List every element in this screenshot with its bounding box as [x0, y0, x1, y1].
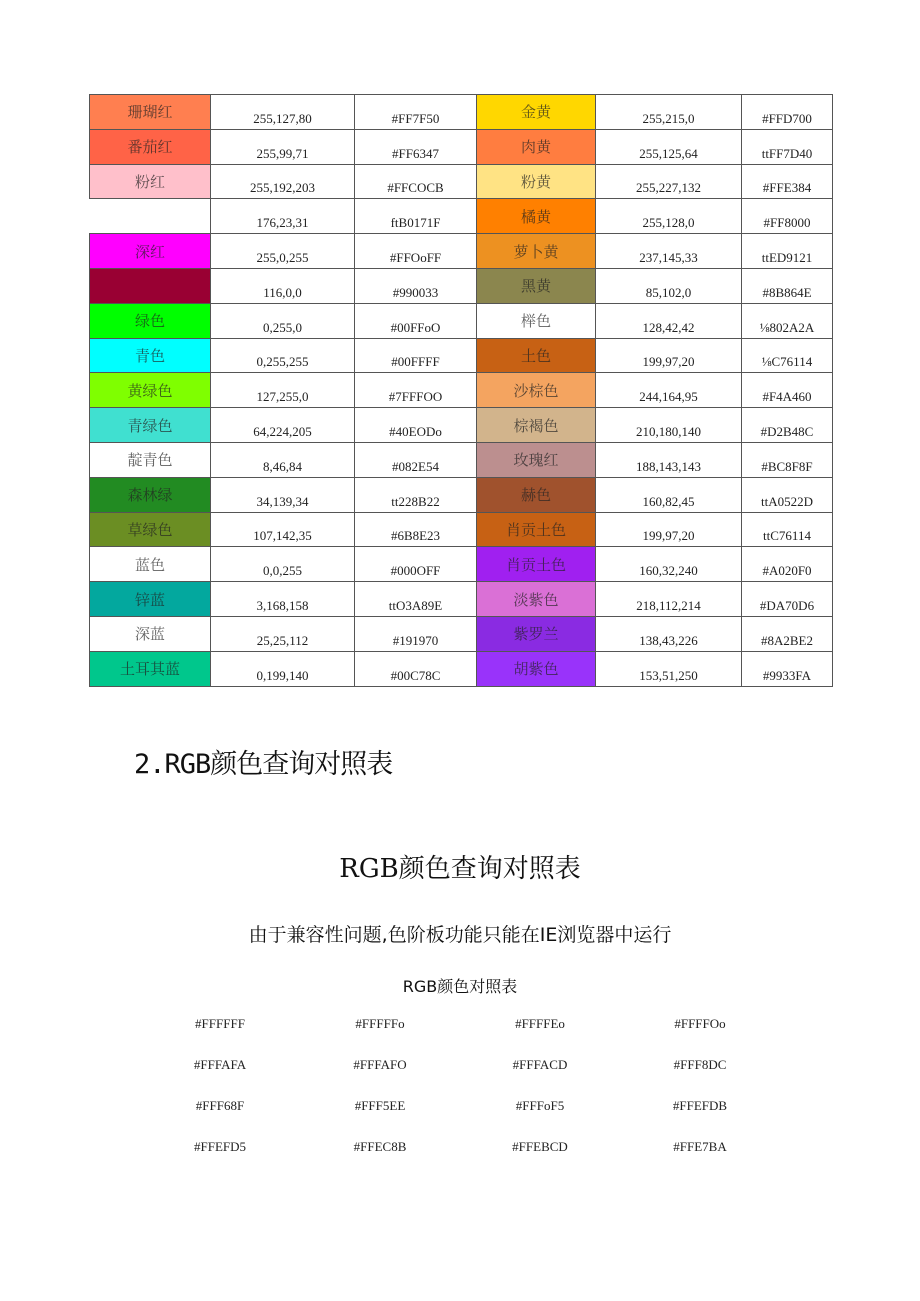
hex-code: #00C78C [390, 667, 441, 683]
hex-code: #FF7F50 [391, 110, 440, 126]
rgb-value: 3,168,158 [256, 597, 309, 613]
hex-code-cell [742, 477, 833, 512]
hex-code: #FF8000 [763, 215, 811, 231]
rgb-value-cell [211, 651, 355, 686]
color-reference-table [89, 94, 833, 687]
rgb-value-cell [596, 547, 742, 582]
rgb-value-cell [596, 616, 742, 651]
hex-code-cell [742, 442, 833, 477]
color-swatch-cell [477, 338, 596, 373]
color-table-row [90, 547, 833, 582]
rgb-value: 255,227,132 [636, 180, 701, 196]
color-table-row [90, 651, 833, 686]
hex-code: #6B8E23 [390, 528, 441, 544]
hex-code-cell [355, 268, 477, 303]
color-name: 棕褐色 [513, 416, 559, 435]
hex-code-cell [355, 338, 477, 373]
hex-code: #8A2BE2 [761, 632, 813, 648]
color-swatch-cell [90, 234, 211, 269]
hex-code: #BC8F8F [761, 458, 813, 474]
rgb-value: 218,112,214 [636, 597, 701, 613]
rgb-value-cell [211, 129, 355, 164]
rgb-value-cell [211, 477, 355, 512]
color-swatch-cell [90, 373, 211, 408]
hex-code-cell [355, 408, 477, 443]
color-name: 绿色 [134, 312, 165, 331]
hex-code-cell [355, 199, 477, 234]
color-name: 土耳其蓝 [119, 660, 180, 679]
rgb-value: 0,199,140 [256, 667, 309, 683]
rgb-grid-cell: #FFFACD [512, 1057, 568, 1072]
rgb-value-cell [211, 616, 355, 651]
color-name: 土色 [520, 346, 551, 365]
color-swatch-cell [90, 477, 211, 512]
rgb-value: 128,42,42 [642, 319, 695, 335]
color-swatch-cell [90, 268, 211, 303]
color-name: 榉色 [520, 312, 551, 331]
rgb-value-cell [596, 268, 742, 303]
hex-code-cell [355, 234, 477, 269]
color-swatch-cell [90, 164, 211, 199]
hex-code-cell [355, 477, 477, 512]
color-swatch-cell [477, 95, 596, 130]
color-table-row [90, 234, 833, 269]
hex-code: ttED9121 [761, 249, 813, 265]
rgb-value: 237,145,33 [639, 249, 698, 265]
color-name: 肖贡土色 [505, 555, 566, 574]
rgb-value: 116,0,0 [263, 284, 302, 300]
color-swatch-cell [477, 616, 596, 651]
rgb-value-cell [596, 373, 742, 408]
rgb-value: 85,102,0 [645, 284, 692, 300]
hex-code: ⅛C76114 [761, 354, 813, 370]
rgb-value-cell [596, 234, 742, 269]
rgb-value-cell [211, 547, 355, 582]
rgb-value: 199,97,20 [642, 528, 695, 544]
color-table-row [90, 338, 833, 373]
color-swatch-cell [477, 547, 596, 582]
hex-code-cell [742, 338, 833, 373]
hex-code: ttA0522D [761, 493, 813, 509]
color-name: 粉红 [134, 172, 165, 191]
hex-code-cell [742, 234, 833, 269]
color-name: 青色 [134, 346, 165, 365]
rgb-value-cell [211, 373, 355, 408]
color-swatch-cell [477, 268, 596, 303]
rgb-value: 255,192,203 [250, 180, 315, 196]
color-table-row [90, 582, 833, 617]
color-swatch-cell [477, 408, 596, 443]
hex-code-cell [355, 651, 477, 686]
hex-code: ttFF7D40 [761, 145, 813, 161]
rgb-value-cell [596, 199, 742, 234]
rgb-grid-title: RGB颜色对照表 [402, 977, 518, 996]
rgb-grid-cell: #FFEFD5 [193, 1139, 247, 1154]
rgb-grid-cell: #FFE7BA [673, 1139, 727, 1154]
rgb-value-cell [211, 95, 355, 130]
color-table-row [90, 95, 833, 130]
hex-code-cell [742, 512, 833, 547]
color-name: 萝卜黄 [513, 242, 559, 261]
hex-code: #FFOoFF [389, 249, 442, 265]
rgb-grid-cell: #FFFFEo [515, 1016, 565, 1031]
hex-code-cell [742, 129, 833, 164]
hex-code: #00FFoO [390, 319, 441, 335]
rgb-value: 25,25,112 [256, 632, 309, 648]
color-table-row [90, 268, 833, 303]
rgb-value-cell [596, 164, 742, 199]
rgb-value: 0,255,255 [256, 354, 309, 370]
hex-code-cell [742, 582, 833, 617]
color-name: 淡紫色 [513, 590, 559, 609]
hex-code-cell [355, 303, 477, 338]
hex-code-cell [742, 268, 833, 303]
hex-code-cell [355, 442, 477, 477]
rgb-value-cell [596, 582, 742, 617]
color-name: 草绿色 [127, 520, 173, 539]
color-table-row [90, 164, 833, 199]
rgb-grid-cell: #FFFAFO [353, 1057, 407, 1072]
color-table-row [90, 616, 833, 651]
section-heading: 2.RGB颜色查询对照表 [134, 749, 393, 780]
color-swatch-cell [90, 129, 211, 164]
hex-code-cell [355, 129, 477, 164]
rgb-value: 255,215,0 [642, 110, 695, 126]
hex-code-cell [742, 616, 833, 651]
hex-code: #FFCOCB [387, 180, 444, 196]
hex-code: #082E54 [392, 458, 439, 474]
hex-code-cell [355, 512, 477, 547]
rgb-grid-cell: #FFEBCD [512, 1139, 568, 1154]
rgb-value-cell [596, 651, 742, 686]
rgb-value: 255,125,64 [639, 145, 698, 161]
compatibility-note: 由于兼容性问题,色阶板功能只能在IE浏览器中运行 [248, 924, 672, 946]
color-name: 沙棕色 [513, 381, 559, 400]
rgb-value-cell [596, 338, 742, 373]
rgb-value: 34,139,34 [256, 493, 309, 509]
hex-code: #A020F0 [762, 563, 812, 579]
color-swatch-cell [90, 512, 211, 547]
hex-code: #FFD700 [762, 110, 812, 126]
color-swatch-cell [477, 442, 596, 477]
hex-code: #DA70D6 [759, 597, 815, 613]
rgb-value: 160,32,240 [639, 563, 698, 579]
hex-code-cell [355, 616, 477, 651]
rgb-value-cell [211, 303, 355, 338]
hex-code: #8B864E [762, 284, 812, 300]
rgb-grid-cell: #FFEC8B [353, 1139, 407, 1154]
color-swatch-cell [90, 651, 211, 686]
color-swatch-cell [477, 582, 596, 617]
color-name: 赫色 [520, 486, 551, 505]
color-name: 深蓝 [134, 625, 165, 644]
color-table-row [90, 129, 833, 164]
hex-code: #7FFFOO [388, 389, 443, 405]
rgb-value: 188,143,143 [636, 458, 701, 474]
color-name: 深红 [134, 242, 165, 261]
hex-code: #D2B48C [760, 423, 814, 439]
color-swatch-cell [477, 651, 596, 686]
rgb-value: 255,0,255 [256, 249, 309, 265]
color-swatch-cell [477, 199, 596, 234]
hex-code: #40EODo [389, 423, 442, 439]
rgb-value: 0,0,255 [263, 563, 302, 579]
color-table-row [90, 373, 833, 408]
color-swatch-cell [477, 512, 596, 547]
color-name: 青绿色 [127, 416, 173, 435]
rgb-grid-cell: #FFFFOo [674, 1016, 726, 1031]
color-swatch-cell [90, 95, 211, 130]
color-table-row [90, 303, 833, 338]
rgb-value-cell [211, 512, 355, 547]
color-swatch-cell [90, 616, 211, 651]
color-swatch-cell [477, 234, 596, 269]
rgb-value-cell [211, 338, 355, 373]
color-swatch-cell [90, 338, 211, 373]
color-name: 黑黄 [520, 277, 551, 296]
hex-code-cell [742, 547, 833, 582]
rgb-value-cell [596, 408, 742, 443]
color-swatch-cell [90, 582, 211, 617]
color-name: 靛青色 [127, 451, 173, 470]
color-name: 锌蓝 [134, 590, 165, 609]
rgb-grid-cell: #FFFAFA [193, 1057, 247, 1072]
hex-code: tt228B22 [391, 493, 440, 509]
rgb-value: 176,23,31 [256, 215, 309, 231]
color-swatch-cell [90, 547, 211, 582]
hex-code: ttC76114 [763, 528, 811, 544]
color-name: 玫瑰红 [513, 451, 559, 470]
color-swatch-cell [90, 303, 211, 338]
rgb-grid-cell: #FFFoF5 [515, 1098, 565, 1113]
rgb-value: 0,255,0 [263, 319, 302, 335]
hex-code-cell [355, 95, 477, 130]
color-name: 粉黄 [520, 172, 551, 191]
rgb-value-cell [211, 268, 355, 303]
color-name: 橘黄 [520, 207, 551, 226]
hex-code-cell [742, 303, 833, 338]
color-name: 胡紫色 [513, 660, 559, 679]
rgb-grid-cell: #FFF68F [195, 1098, 245, 1113]
rgb-value-cell [596, 129, 742, 164]
hex-code-cell [742, 651, 833, 686]
hex-code-cell [355, 164, 477, 199]
rgb-value: 127,255,0 [256, 389, 309, 405]
hex-code: #00FFFF [391, 354, 440, 370]
rgb-value: 244,164,95 [639, 389, 698, 405]
rgb-value-cell [596, 512, 742, 547]
rgb-value: 138,43,226 [639, 632, 698, 648]
hex-code: #FFE384 [762, 180, 812, 196]
rgb-value: 153,51,250 [639, 667, 698, 683]
rgb-value: 255,128,0 [642, 215, 695, 231]
rgb-value-cell [211, 164, 355, 199]
document-title: RGB颜色查询对照表 [339, 854, 581, 884]
color-name: 珊瑚红 [127, 103, 173, 122]
color-swatch-cell [477, 129, 596, 164]
color-name: 黄绿色 [127, 381, 173, 400]
hex-code-cell [355, 547, 477, 582]
rgb-value: 107,142,35 [253, 528, 312, 544]
hex-code-cell [355, 582, 477, 617]
rgb-grid-cell: #FFF8DC [673, 1057, 727, 1072]
color-name: 肖贡土色 [505, 520, 566, 539]
rgb-color-grid [140, 1014, 780, 1156]
color-table-row [90, 408, 833, 443]
rgb-value: 210,180,140 [636, 423, 701, 439]
rgb-value-cell [211, 234, 355, 269]
rgb-grid-cell: #FFEFDB [672, 1098, 728, 1113]
color-table-row [90, 199, 833, 234]
rgb-value-cell [596, 95, 742, 130]
hex-code-cell [742, 95, 833, 130]
hex-code: ftB0171F [390, 215, 441, 231]
color-name: 森林绿 [127, 486, 173, 505]
rgb-grid-cell: #FFFFFF [195, 1016, 245, 1031]
color-swatch-cell [477, 477, 596, 512]
rgb-value-cell [596, 303, 742, 338]
color-swatch-cell [477, 303, 596, 338]
rgb-value: 160,82,45 [642, 493, 695, 509]
color-swatch-cell [90, 199, 211, 234]
color-table-row [90, 477, 833, 512]
color-swatch-cell [477, 373, 596, 408]
hex-code: #FF6347 [392, 145, 439, 161]
rgb-value-cell [211, 442, 355, 477]
rgb-value-cell [211, 582, 355, 617]
color-swatch-cell [477, 164, 596, 199]
rgb-value: 199,97,20 [642, 354, 695, 370]
rgb-value-cell [596, 477, 742, 512]
color-name: 肉黄 [520, 138, 551, 157]
rgb-value-cell [596, 442, 742, 477]
hex-code-cell [742, 164, 833, 199]
rgb-value: 64,224,205 [253, 423, 312, 439]
hex-code-cell [742, 199, 833, 234]
rgb-grid-cell: #FFFFFo [355, 1016, 405, 1031]
hex-code-cell [742, 373, 833, 408]
hex-code: #F4A460 [762, 389, 812, 405]
rgb-value: 255,99,71 [256, 145, 309, 161]
hex-code-cell [355, 373, 477, 408]
color-swatch-cell [90, 408, 211, 443]
rgb-value-cell [211, 408, 355, 443]
rgb-value-cell [211, 199, 355, 234]
rgb-value: 255,127,80 [253, 110, 312, 126]
rgb-grid-cell: #FFF5EE [354, 1098, 406, 1113]
color-table-row [90, 512, 833, 547]
color-name: 金黄 [520, 103, 551, 122]
hex-code: #000OFF [390, 563, 441, 579]
hex-code-cell [742, 408, 833, 443]
color-swatch-cell [90, 442, 211, 477]
hex-code: #191970 [392, 632, 439, 648]
color-name: 紫罗兰 [513, 625, 559, 644]
rgb-value: 8,46,84 [263, 458, 302, 474]
hex-code: #990033 [392, 284, 439, 300]
hex-code: ⅛802A2A [759, 319, 815, 335]
color-name: 番茄红 [127, 138, 173, 157]
hex-code: ttO3A89E [388, 597, 443, 613]
hex-code: #9933FA [762, 667, 812, 683]
color-table-row [90, 442, 833, 477]
color-name: 蓝色 [134, 555, 165, 574]
